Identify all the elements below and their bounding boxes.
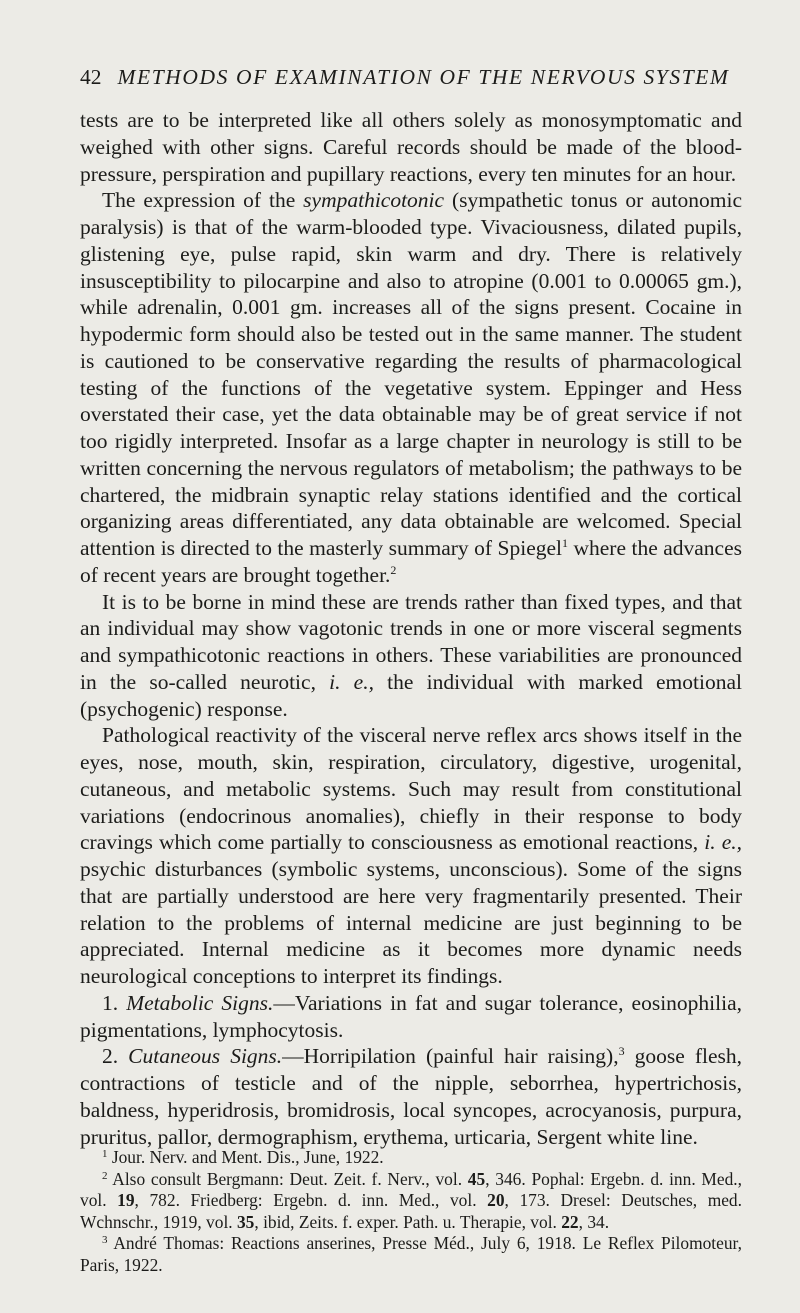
footnote-2-text: , 173. Dresel: Deutsches, med. Wchnschr., 1919, vol. (80, 1190, 742, 1232)
abbrev-ie: i. e., (329, 669, 374, 694)
cutaneous-signs-text-b: goose flesh, contractions of testicle and of the nipple, seborrhea, hypertrichosis, baldness, hyperidrosis, bromidrosis, local syncopes, acrocyanosis, purpura, pruritus, pallor, dermographism, erythema, urticaria, Sergent white line. (80, 1044, 742, 1149)
footnote-mark: 2 (102, 1169, 108, 1182)
heading-cutaneous-signs: Cutaneous Signs. (128, 1044, 283, 1069)
footnote-ref-1[interactable]: 1 (562, 536, 569, 550)
footnote-ref-3[interactable]: 3 (618, 1044, 625, 1059)
paragraph-2-text-b: (sympathetic tonus or autonomic paralysis) is that of the warm-blooded type. Vivaciousness, dilated pupils, glistening eye, pulse rapid, skin warm and dry. There is relatively insusceptibility to pilocarpine and also to atropine (0.001 to 0.00065 gm.), while adrenalin, 0.001 gm. increases all of the signs present. Cocaine in hypodermic form should also be tested out in the same manner. The student is cautioned to be conservative regarding the results of pharmacological testing of the functions of the vegetative system. Eppinger and Hess overstated their case, yet the data obtainable may be of great service if not too rigidly interpreted. Insofar as a large chapter in neurology is still to be written concerning the nervous regulators of metabolism; the pathways to be chartered, the midbrain synaptic relay stations identified and the cortical organizing areas differentiated, any data obtainable are welcomed. Special attention is directed to the masterly summary of Spiegel (80, 188, 742, 560)
footnote-2-text: , 34. (578, 1211, 610, 1232)
paragraph-4-text-b: psychic disturbances (symbolic systems, unconscious). Some of the signs that are partially understood are here very fragmentarily presented. Their relation to the problems of internal medicine are just beginning to be appreciated. Internal medicine as it becomes more dynamic needs neurological conceptions to interpret its findings. (80, 857, 742, 988)
footnote-mark: 3 (102, 1234, 108, 1246)
page-number: 42 (80, 65, 102, 89)
paragraph-3-text-b: the individual with marked emotional (psychogenic) response. (80, 669, 742, 721)
paragraph-4-text-a: Pathological reactivity of the visceral nerve reflex arcs shows itself in the eyes, nose, mouth, skin, respiration, circulatory, digestive, urogenital, cutaneous, and metabolic systems. Such may result from constitutional variations (endocrinous anomalies), chiefly in their response to body cravings which come partially to consciousness as emotional reactions, (80, 723, 742, 855)
footnote-2 (80, 1169, 742, 1234)
term-sympathicotonic: sympathicotonic (303, 188, 445, 213)
footnote-1 (80, 1147, 742, 1169)
volume-number: 22 (561, 1211, 579, 1232)
running-header (80, 64, 740, 90)
volume-number: 19 (117, 1190, 135, 1210)
paragraph-metabolic-signs (80, 990, 742, 1044)
volume-number: 45 (467, 1168, 486, 1189)
running-title: METHODS OF EXAMINATION OF THE NERVOUS SYSTEM (117, 65, 730, 89)
paragraph-cutaneous-signs (80, 1043, 742, 1150)
footnote-2-text: Also consult Bergmann: Deut. Zeit. f. Nerv., vol. (107, 1168, 468, 1189)
footnote-2-text: , ibid, Zeits. f. exper. Path. u. Therapie, vol. (254, 1211, 562, 1232)
list-number: 2. (102, 1044, 129, 1069)
paragraph-2-text-a: The expression of the (102, 188, 304, 213)
footnote-2-text: , 782. Friedberg: Ergebn. d. inn. Med., vol. (134, 1190, 488, 1210)
abbrev-ie: i. e., (704, 830, 742, 855)
footnote-3-text: André Thomas: Reactions anserines, Presse Méd., July 6, 1918. Le Reflex Pilomoteur, Paris, 1922. (80, 1233, 742, 1275)
footnote-1-text: Jour. Nerv. and Ment. Dis., June, 1922. (107, 1147, 384, 1167)
footnote-2-text: , 346. Pophal: Ergebn. d. inn. Med., vol. (80, 1168, 742, 1210)
paragraph-3 (80, 589, 742, 723)
metabolic-signs-text: —Variations in fat and sugar tolerance, eosinophilia, pigmentations, lymphocytosis. (80, 990, 743, 1042)
body-text (80, 107, 742, 1150)
footnote-mark: 1 (102, 1148, 108, 1160)
paragraph-1: tests are to be interpreted like all others solely as monosymptomatic and weighed with other signs. Careful records should be made of the blood-pressure, perspiration and pupillary reactions, every ten minutes for an hour. (80, 108, 742, 186)
paragraph-2-text-c: where the advances of recent years are brought together. (80, 536, 743, 587)
heading-metabolic-signs: Metabolic Signs. (126, 990, 274, 1015)
paragraph-3-text-a: It is to be borne in mind these are trends rather than fixed types, and that an individual may show vagotonic trends in one or more visceral segments and sympathicotonic reactions in others. These variabilities are pronounced in the so-called neurotic, (80, 589, 742, 694)
paragraph-4 (80, 722, 742, 990)
list-number: 1. (102, 990, 127, 1015)
footnotes (80, 1147, 742, 1276)
footnote-3 (80, 1233, 742, 1276)
cutaneous-signs-text-a: —Horripilation (painful hair raising), (282, 1044, 619, 1069)
footnote-ref-2[interactable]: 2 (390, 562, 397, 577)
volume-number: 35 (236, 1211, 255, 1232)
paragraph-2 (80, 187, 742, 588)
volume-number: 20 (487, 1190, 505, 1210)
